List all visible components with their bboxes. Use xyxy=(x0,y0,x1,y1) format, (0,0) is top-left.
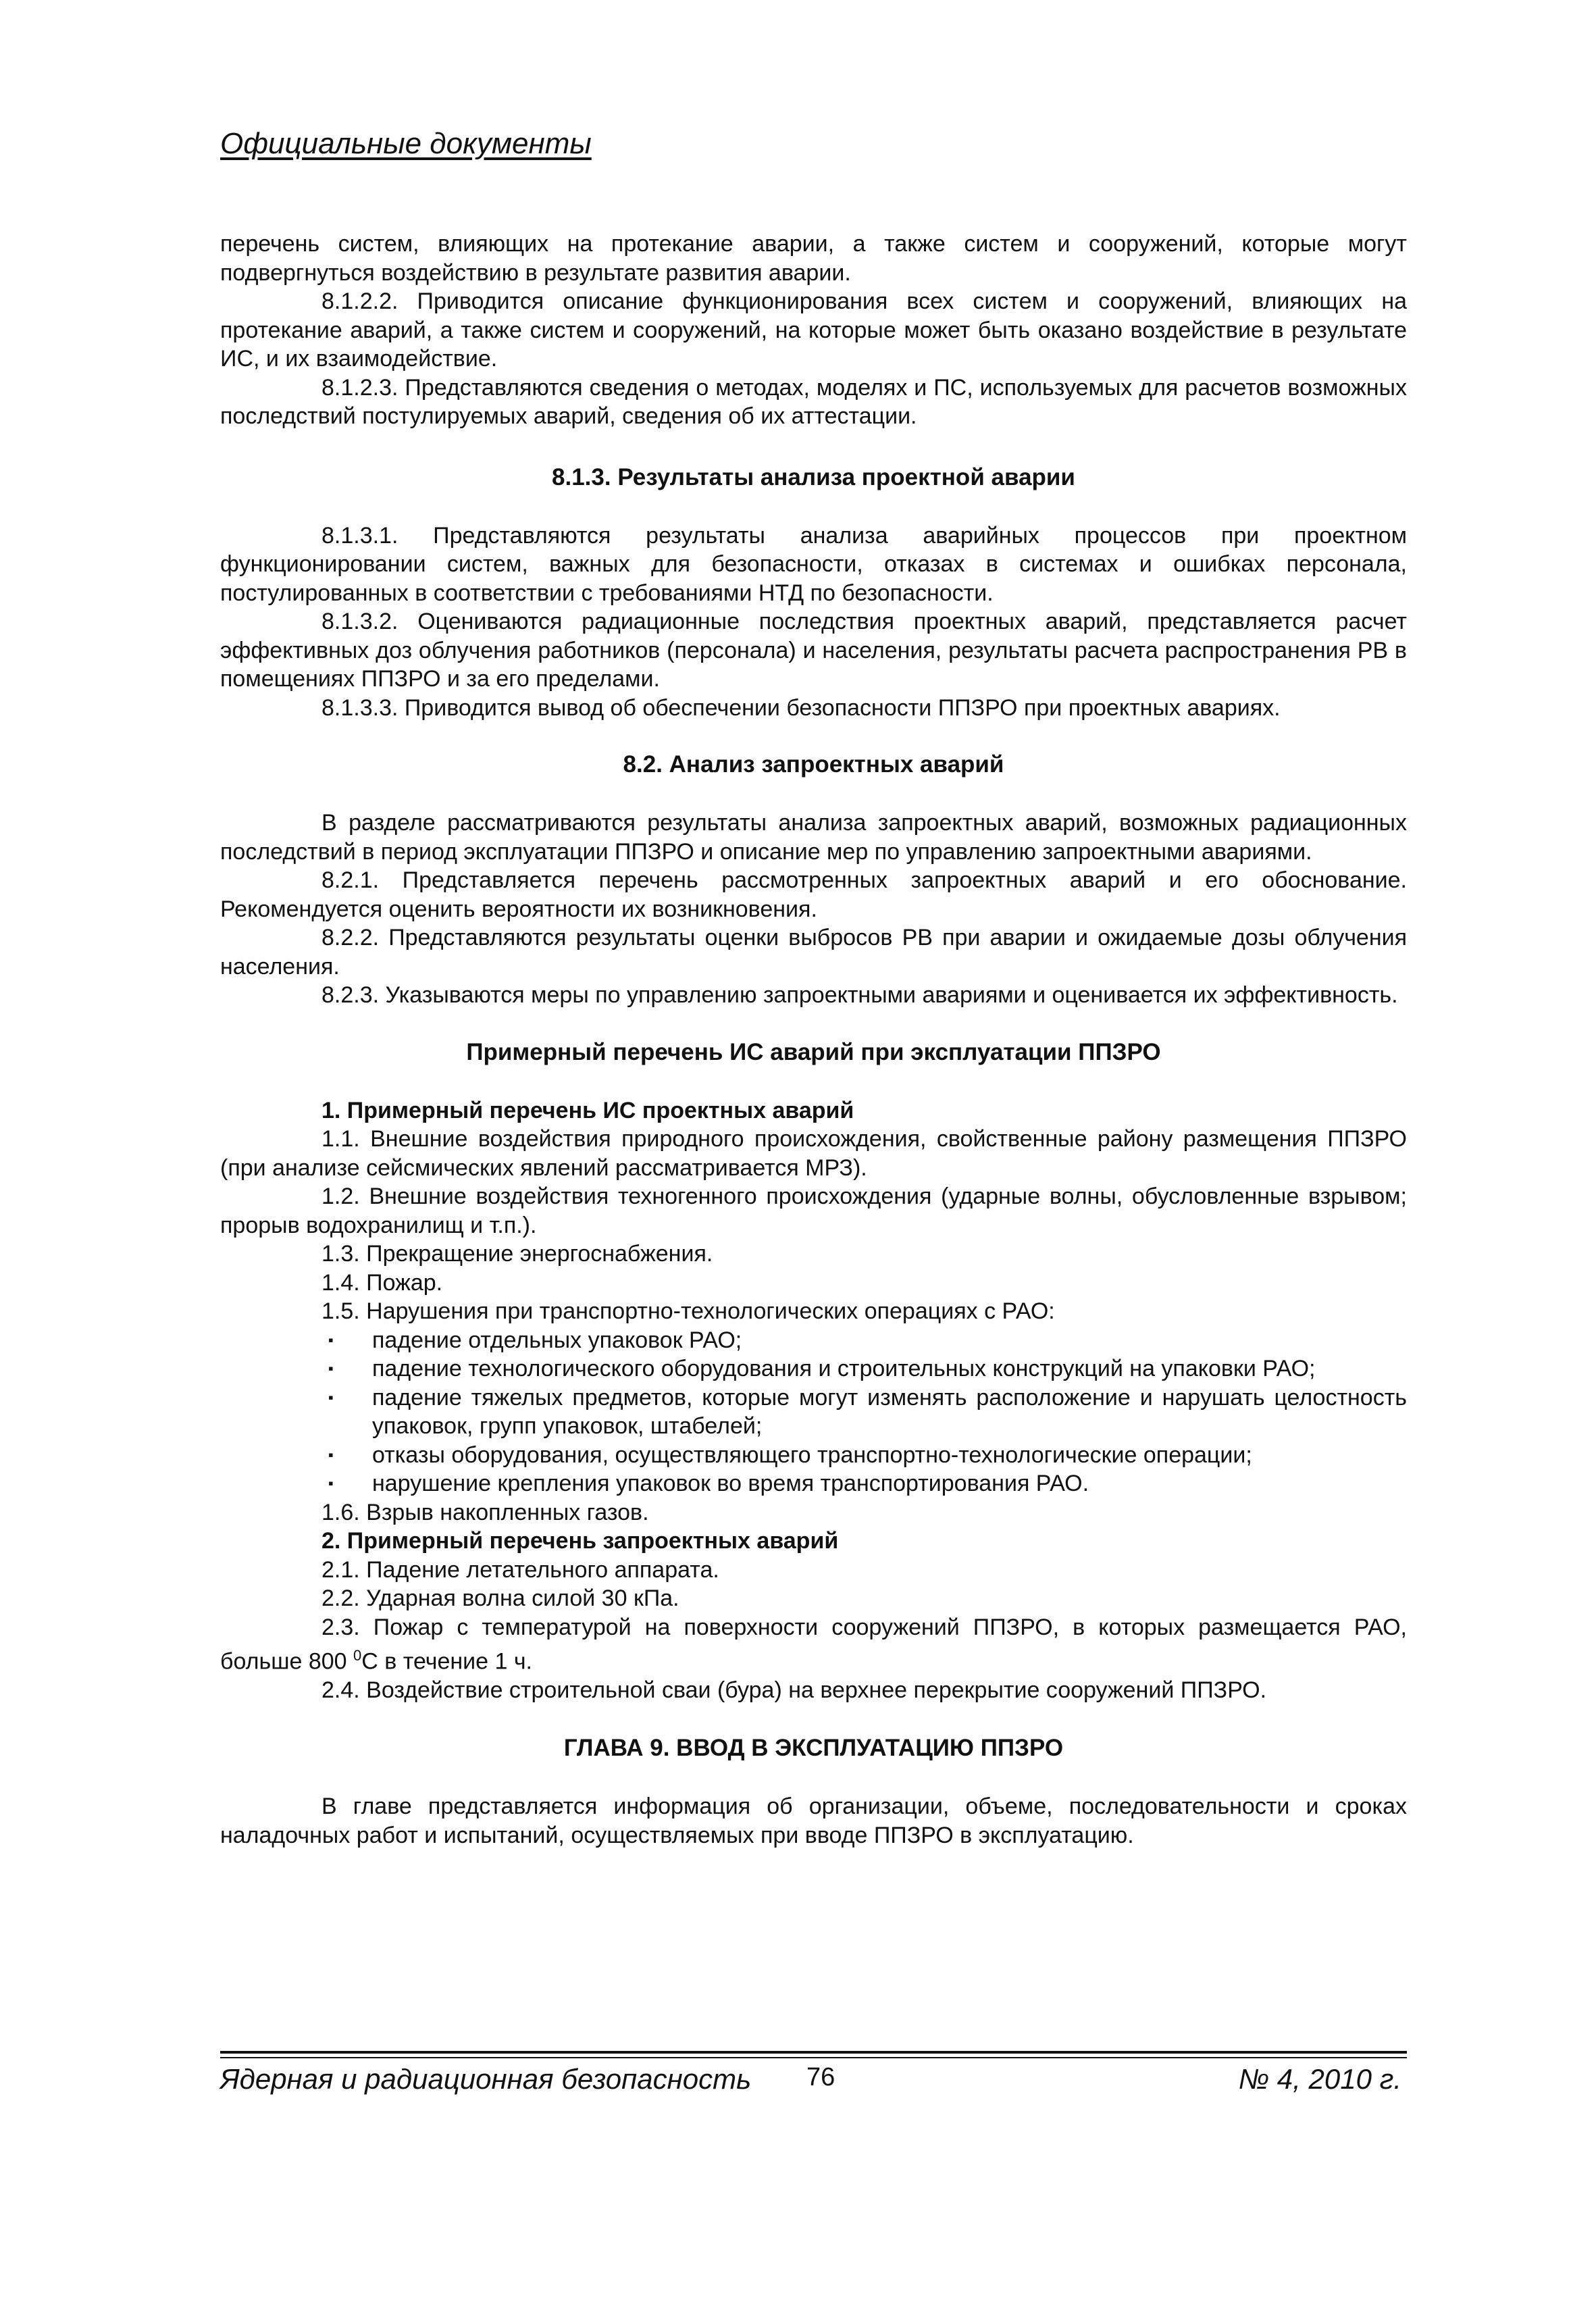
degree-superscript: 0 xyxy=(353,1647,362,1664)
paragraph: 8.1.2.2. Приводится описание функционирования всех систем и сооружений, влияющих на протекание аварий, а также систем и сооружений, на которые может быть оказано воздействие в результате ИС, и их взаимодействие. xyxy=(220,288,1407,372)
bullet-item: ▪ падение технологического оборудования и строительных конструкций на упаковки РАО; xyxy=(220,1354,1407,1383)
list-item: 1.1. Внешние воздействия природного происхождения, свойственные району размещения ППЗРО (при анализе сейсмических явлений рассматривается МРЗ). xyxy=(220,1126,1407,1181)
paragraph: 8.2.2. Представляются результаты оценки выбросов РВ при аварии и ожидаемые дозы облучения населения. xyxy=(220,925,1407,980)
list-heading: Примерный перечень ИС аварий при эксплуатации ППЗРО xyxy=(466,1038,1161,1065)
page-footer xyxy=(220,2063,1407,2104)
bullet-item: ▪ нарушение крепления упаковок во время транспортирования РАО. xyxy=(220,1469,1407,1498)
bullet-icon: ▪ xyxy=(328,1446,334,1463)
running-header: Официальные документы xyxy=(220,127,592,160)
bullet-item: ▪ отказы оборудования, осуществляющего транспортно-технологические операции; xyxy=(220,1441,1407,1470)
bullet-item: ▪ падение тяжелых предметов, которые могут изменять расположение и нарушать целостность упаковок, групп упаковок, штабелей; xyxy=(328,1384,1407,1439)
issue-number: № 4, 2010 г. xyxy=(1238,2063,1401,2095)
page-number: 76 xyxy=(806,2063,835,2091)
list-item: 1.4. Пожар. xyxy=(321,1269,443,1296)
list-item: 1.6. Взрыв накопленных газов. xyxy=(321,1499,649,1525)
paragraph: 8.1.2.3. Представляются сведения о методах, моделях и ПС, используемых для расчетов возможных последствий постулируемых аварий, сведения об их аттестации. xyxy=(220,374,1407,429)
paragraph: 8.1.3.1. Представляются результаты анализа аварийных процессов при проектном функционировании систем, важных для безопасности, отказах в системах и ошибках персонала, постулированных в соответствии с требованиями НТД по безопасности. xyxy=(220,522,1407,606)
list-item: 1.3. Прекращение энергоснабжения. xyxy=(321,1241,713,1267)
list-item: 2.3. Пожар с температурой на поверхности сооружений ППЗРО, в которых размещается РАО, больше 800 $^0$С в течение 1 ч. xyxy=(220,1614,1407,1675)
bullet-icon: ▪ xyxy=(328,1331,334,1348)
bullet-icon: ▪ xyxy=(328,1360,334,1377)
document-body xyxy=(220,230,1407,1850)
subheading: 1. Примерный перечень ИС проектных аварий xyxy=(321,1097,854,1123)
journal-title: Ядерная и радиационная безопасность xyxy=(220,2063,752,2095)
paragraph: перечень систем, влияющих на протекание аварии, а также систем и сооружений, которые могут подвергнуться воздействию в результате развития аварии. xyxy=(220,231,1407,286)
paragraph: 8.2.3. Указываются меры по управлению запроектными авариями и оценивается их эффективность. xyxy=(321,982,1398,1008)
section-heading: 8.1.3. Результаты анализа проектной аварии xyxy=(552,463,1075,490)
list-item: 1.5. Нарушения при транспортно-технологических операциях с РАО: xyxy=(321,1298,1055,1324)
paragraph: В разделе рассматриваются результаты анализа запроектных аварий, возможных радиационных последствий в период эксплуатации ППЗРО и описание мер по управлению запроектными авариями. xyxy=(220,810,1407,865)
paragraph: В главе представляется информация об организации, объеме, последовательности и сроках наладочных работ и испытаний, осуществляемых при вводе ППЗРО в эксплуатацию. xyxy=(220,1794,1407,1848)
section-heading: 8.2. Анализ запроектных аварий xyxy=(623,751,1004,778)
bullet-icon: ▪ xyxy=(328,1388,334,1406)
list-item: 2.4. Воздействие строительной сваи (бура) на верхнее перекрытие сооружений ППЗРО. xyxy=(321,1677,1267,1703)
bullet-item: ▪ падение отдельных упаковок РАО; xyxy=(220,1326,1407,1355)
list-item: 1.2. Внешние воздействия техногенного происхождения (ударные волны, обусловленные взрывом; прорыв водохранилищ и т.п.). xyxy=(220,1184,1407,1238)
paragraph: 8.1.3.2. Оцениваются радиационные последствия проектных аварий, представляется расчет эффективных доз облучения работников (персонала) и населения, результаты расчета распространения РВ в помещениях ППЗРО и за его пределами. xyxy=(220,609,1407,692)
list-item: 2.1. Падение летательного аппарата. xyxy=(321,1556,719,1583)
list-item: 2.2. Ударная волна силой 30 кПа. xyxy=(321,1585,679,1611)
subheading: 2. Примерный перечень запроектных аварий xyxy=(321,1528,839,1554)
bullet-list xyxy=(220,1326,1407,1498)
paragraph: 8.2.1. Представляется перечень рассмотренных запроектных аварий и его обоснование. Рекомендуется оценить вероятности их возникновения. xyxy=(220,867,1407,922)
chapter-heading: ГЛАВА 9. ВВОД В ЭКСПЛУАТАЦИЮ ППЗРО xyxy=(563,1735,1064,1762)
footer-rule xyxy=(220,2051,1407,2058)
paragraph: 8.1.3.3. Приводится вывод об обеспечении безопасности ППЗРО при проектных авариях. xyxy=(321,694,1281,721)
bullet-icon: ▪ xyxy=(328,1475,334,1492)
